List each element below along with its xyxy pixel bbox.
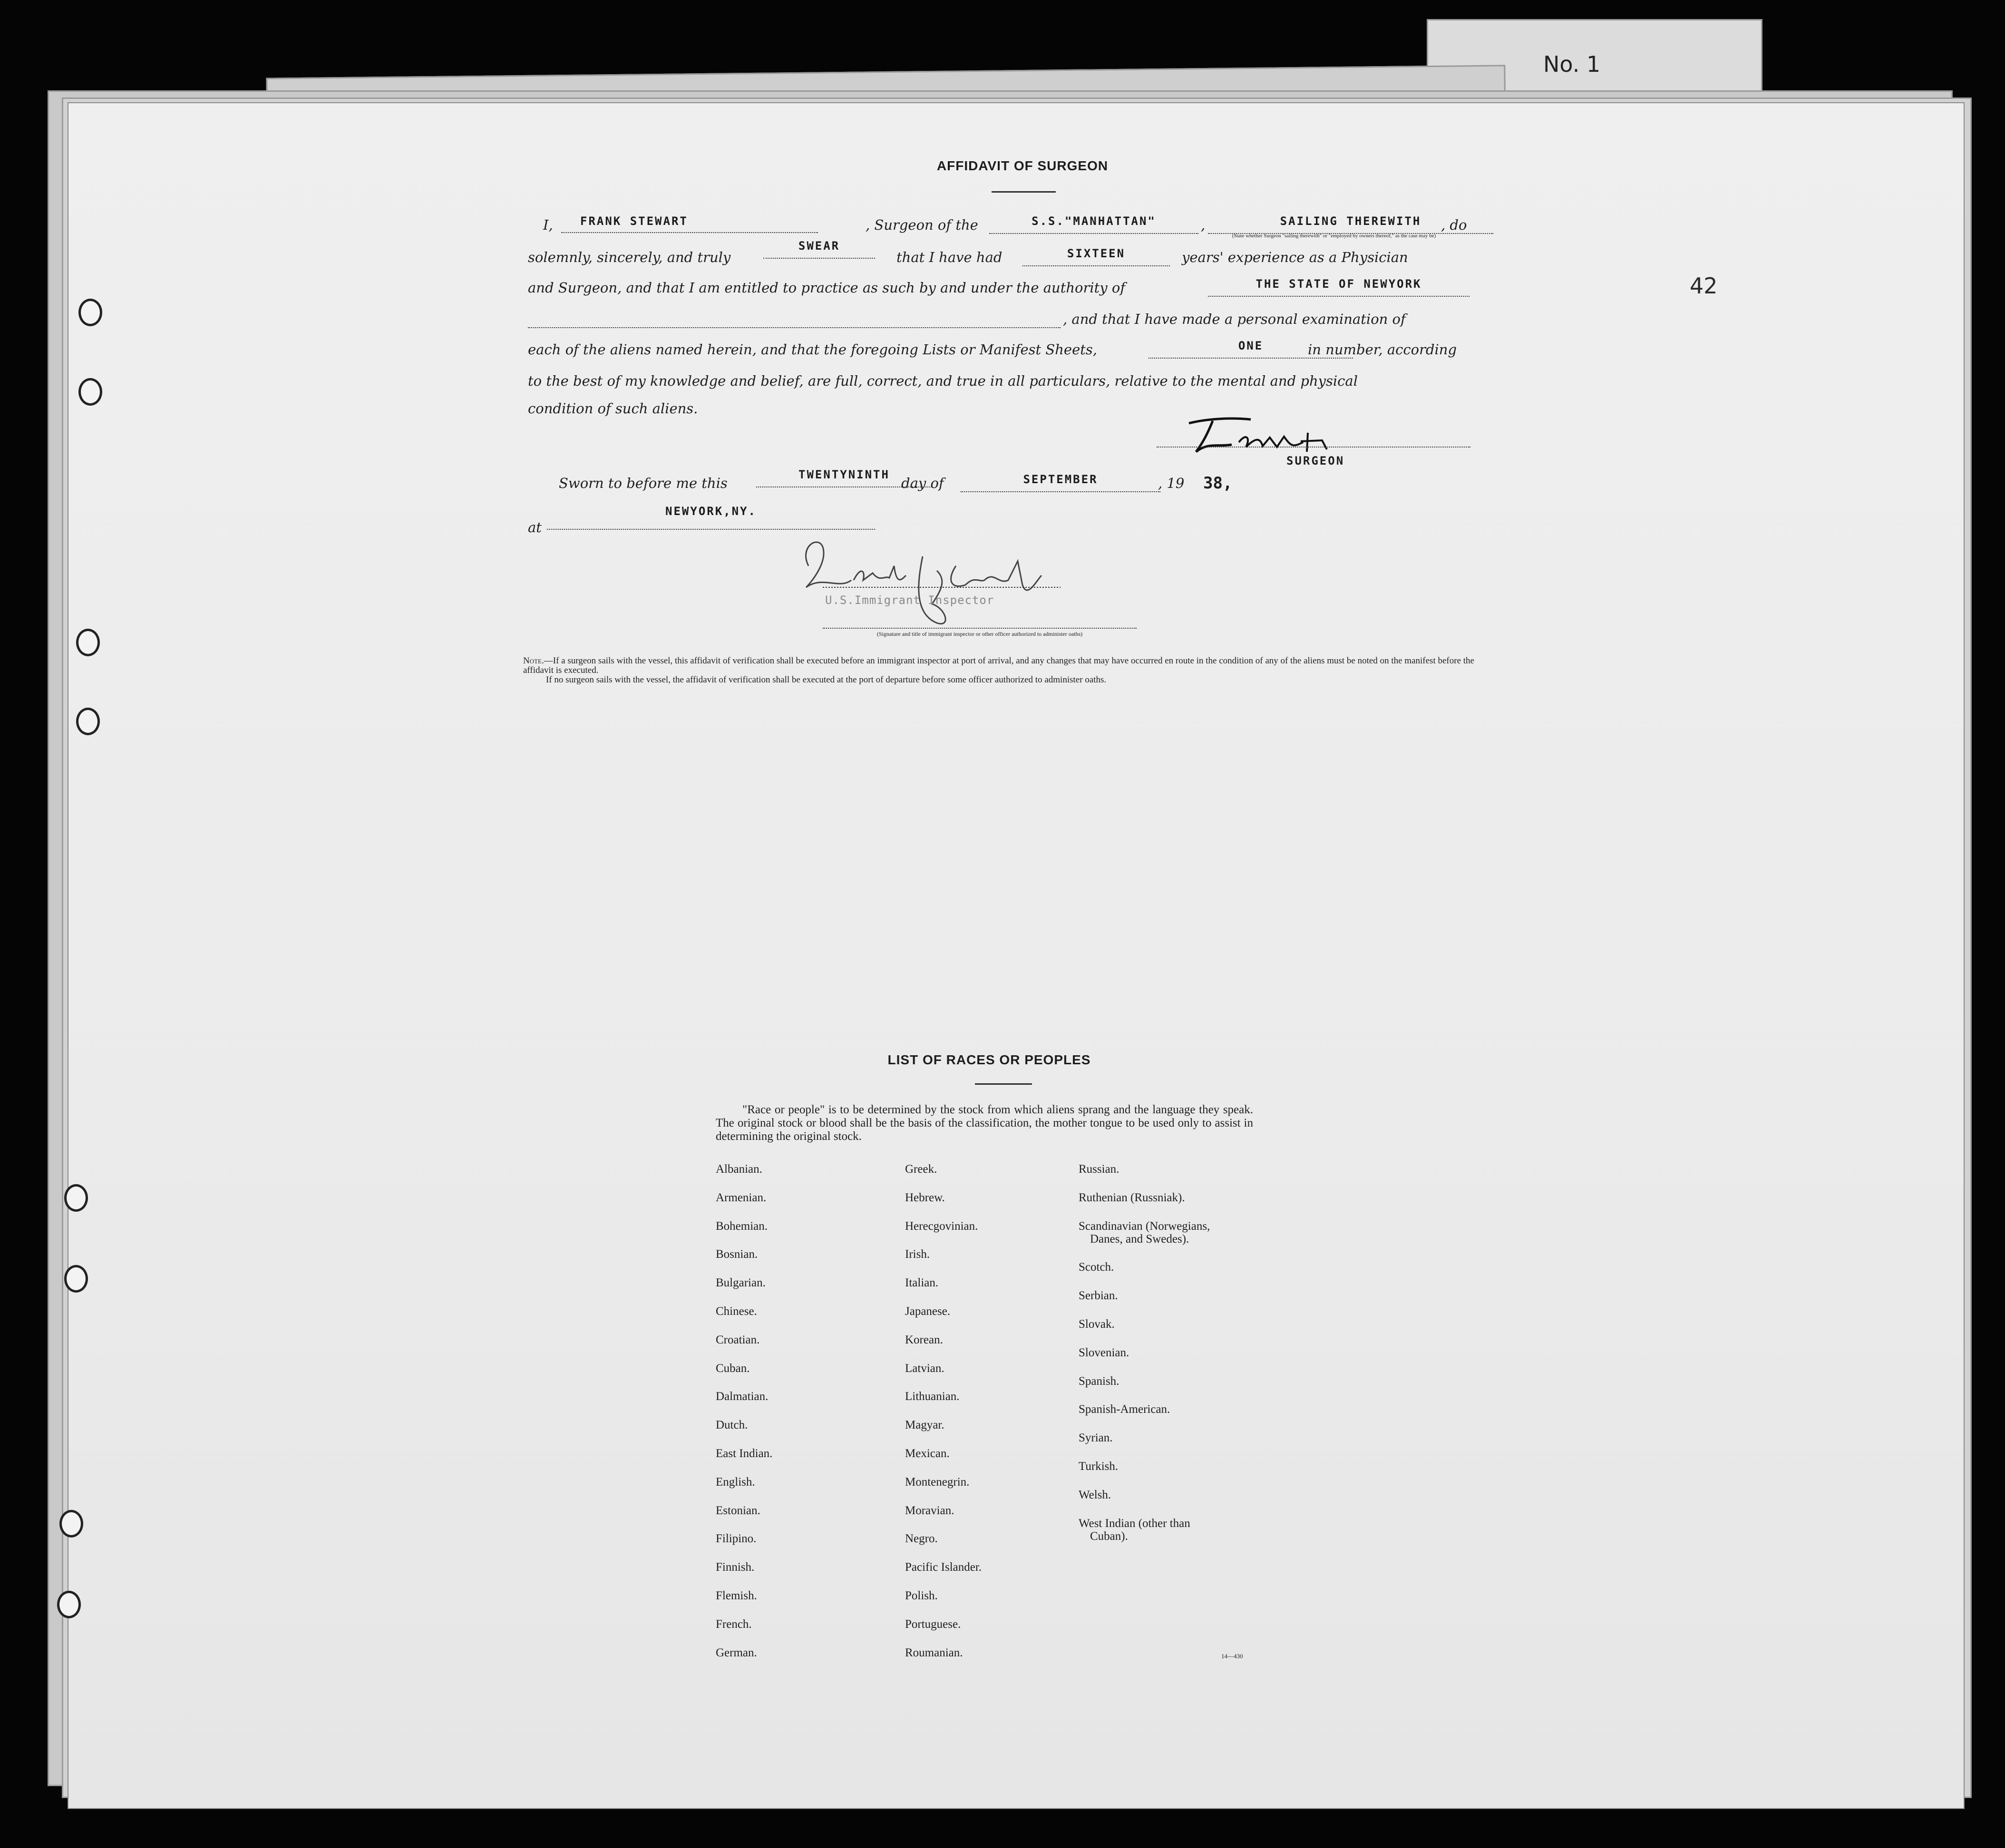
binder-hole [76,629,100,656]
text: each of the aliens named herein, and that the foregoing Lists or Manifest Sheets, [528,341,1098,358]
inspector-signature [794,528,1061,637]
form-number: 14—430 [1221,1653,1243,1660]
binder-hole [78,378,102,406]
race-item: Lithuanian. [905,1390,960,1403]
race-item: Syrian. [1079,1431,1113,1444]
affidavit-line-3 [528,277,1474,299]
races-intro: "Race or people" is to be determined by the stock from which aliens sprang and the language they speak. The original stock or blood shall be the basis of the classification, the mother tongue to be used only to assist in determining the original stock. [716,1103,1253,1143]
race-item: Hebrew. [905,1191,945,1204]
race-item: French. [716,1618,752,1631]
binder-hole [64,1184,88,1212]
surgeon-status-field: SAILING THEREWITH [1208,214,1493,234]
note-text-2: If no surgeon sails with the vessel, the affidavit of verification shall be executed at the port of departure before some officer authorized to administer oaths. [546,675,1107,685]
race-item: Croatian. [716,1333,760,1346]
race-item: Armenian. [716,1191,767,1204]
race-item: Filipino. [716,1532,757,1545]
inspector-stamp: U.S.Immigrant Inspector [825,593,994,607]
surgeon-name-field: FRANK STEWART [561,214,818,233]
note-text-1: —If a surgeon sails with the vessel, this affidavit of verification shall be executed before an immigrant inspector at port of arrival, and any changes that may have occurred en route in the condition of any of the aliens must be noted on the manifest before the affidavit is executed. [523,656,1474,675]
race-item: Japanese. [905,1305,951,1318]
text: solemnly, sincerely, and truly [528,249,731,265]
text: in number, according [1308,341,1457,358]
authority-field: THE STATE OF NEWYORK [1208,277,1470,297]
races-title-rule [975,1083,1032,1085]
race-item: Albanian. [716,1163,762,1176]
race-item: Slovenian. [1079,1346,1129,1359]
race-item: Bulgarian. [716,1276,766,1289]
binder-hole [78,299,102,326]
race-item: Scotch. [1079,1261,1114,1274]
race-item: Flemish. [716,1589,757,1602]
race-item: Serbian. [1079,1289,1118,1302]
race-item: East Indian. [716,1447,773,1460]
race-item: Bosnian. [716,1248,758,1261]
race-item: Bohemian. [716,1220,768,1233]
affidavit-line-5 [528,339,1474,360]
sheet-number: 42 [1690,273,1718,299]
race-item: Irish. [905,1248,930,1261]
affidavit-line-2 [528,239,1474,268]
note-label: Note. [523,656,544,666]
race-item: Spanish-American. [1079,1403,1170,1416]
inspector-caption: (Signature and title of immigrant inspector or other officer authorized to administer oaths) [876,631,1083,637]
race-item: Magyar. [905,1419,944,1431]
status-instruction: (State whether Surgeon "sailing therewith" or "employed by owners thereof," as the case may be) [1232,233,1436,239]
text: years' experience as a Physician [1182,249,1408,265]
vessel-field: S.S."MANHATTAN" [989,214,1198,234]
title-rule [992,191,1056,193]
race-item: German. [716,1646,757,1659]
race-item: Russian. [1079,1163,1119,1176]
affidavit-title: AFFIDAVIT OF SURGEON [936,158,1109,173]
race-item: Welsh. [1079,1488,1111,1501]
binder-hole [59,1510,83,1537]
race-item: Herecgovinian. [905,1220,978,1233]
race-item: Negro. [905,1532,938,1545]
race-item: Montenegrin. [905,1476,970,1488]
years-field: SIXTEEN [1022,246,1170,266]
race-item: Latvian. [905,1362,944,1375]
binder-hole [57,1591,81,1618]
binder-hole [64,1265,88,1293]
text: , [1201,217,1206,233]
binder-hole [76,708,100,735]
race-item: Cuban). [1090,1530,1128,1543]
text: at [528,519,542,535]
race-item: English. [716,1476,755,1488]
race-item: Finnish. [716,1561,755,1574]
sworn-month-field: SEPTEMBER [961,472,1160,492]
text: that I have had [896,249,1002,265]
text: , do [1441,217,1467,233]
surgeon-signature [1179,409,1379,461]
text: , 19 [1158,475,1185,491]
surgeon-signature-line [1157,446,1470,447]
race-item: Slovak. [1079,1318,1115,1331]
authority-field-line-2 [528,308,1061,328]
text: and Surgeon, and that I am entitled to practice as such by and under the authority of [528,280,1126,296]
surgeon-title: SURGEON [1286,454,1345,467]
race-item: Greek. [905,1163,937,1176]
text: day of [901,475,944,491]
text: to the best of my knowledge and belief, are full, correct, and true in all particulars, relative to the mental and physical [528,373,1358,389]
race-item: Chinese. [716,1305,757,1318]
race-item: Dalmatian. [716,1390,769,1403]
sworn-line [528,468,1474,494]
affidavit-line-4 [528,308,1474,330]
race-item: Danes, and Swedes). [1090,1233,1189,1245]
race-item: Italian. [905,1276,939,1289]
text: , Surgeon of the [866,217,978,233]
race-item: Pacific Islander. [905,1561,982,1574]
race-item: Portuguese. [905,1618,961,1631]
sworn-place-field: NEWYORK,NY. [547,504,875,530]
race-item: West Indian (other than [1079,1517,1190,1530]
race-item: Roumanian. [905,1646,963,1659]
oath-field: SWEAR [763,239,875,259]
race-item: Mexican. [905,1447,950,1460]
inspector-signature-line [823,627,1137,629]
race-item: Cuban. [716,1362,750,1375]
sworn-year: 38, [1203,474,1233,493]
stack-page-number: No. 1 [1543,51,1601,77]
text: condition of such aliens. [528,400,698,417]
race-item: Ruthenian (Russniak). [1079,1191,1185,1204]
text: Sworn to before me this [559,475,728,491]
race-item: Scandinavian (Norwegians, [1079,1220,1210,1233]
race-item: Estonian. [716,1504,760,1517]
race-item: Turkish. [1079,1460,1119,1473]
race-item: Polish. [905,1589,938,1602]
sworn-day-field: TWENTYNINTH [756,467,932,487]
race-item: Spanish. [1079,1375,1119,1388]
sheets-count-field: ONE [1148,339,1353,359]
race-item: Moravian. [905,1504,954,1517]
race-item: Korean. [905,1333,943,1346]
race-item: Dutch. [716,1419,748,1431]
races-title: LIST OF RACES OR PEOPLES [887,1052,1091,1067]
text: , and that I have made a personal examination of [1063,311,1406,327]
text: I, [543,217,553,233]
affidavit-line-6 [528,370,1474,392]
affidavit-note [523,656,1474,685]
